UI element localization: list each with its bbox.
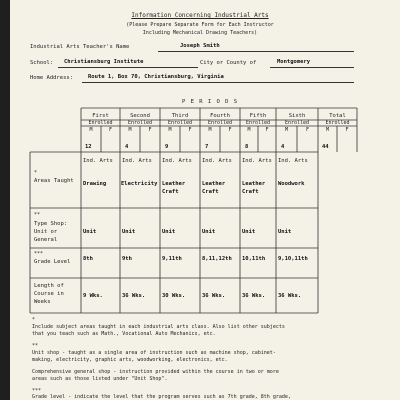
school-label: School: — [30, 60, 54, 66]
enrolled-label-fourth: Enrolled — [207, 120, 233, 126]
areas-cell-fourth-line2: Leather — [202, 181, 226, 187]
m-label-total: M — [325, 127, 329, 133]
length-cell-sixth: 36 Wks. — [278, 293, 302, 299]
length-cell-second: 36 Wks. — [122, 293, 146, 299]
areas-cell-first-line2: Drawing — [83, 181, 107, 187]
areas-row-label: Areas Taught — [34, 178, 74, 184]
school-value: Christiansburg Institute — [64, 59, 144, 65]
grade-cell-first: 8th — [83, 256, 93, 262]
areas-marker: * — [34, 170, 38, 176]
m-label-second: M — [128, 127, 132, 133]
type-shop-marker: ** — [34, 212, 41, 218]
enrolled-label-fifth: Enrolled — [245, 120, 271, 126]
areas-cell-third-line1: Ind. Arts — [162, 158, 192, 164]
areas-cell-fifth-line1: Ind. Arts — [242, 158, 272, 164]
m-label-first: M — [89, 127, 93, 133]
enrolled-label-third: Enrolled — [167, 120, 193, 126]
footnote-2-marker: ** — [32, 343, 39, 349]
grade-cell-sixth: 9,10,11th — [278, 256, 308, 262]
county-value: Montgomery — [277, 59, 311, 65]
m-label-sixth: M — [284, 127, 288, 133]
length-cell-third: 30 Wks. — [162, 293, 186, 299]
footnote-3-line-1: Comprehensive general shop - instruction provided within the course in two or more — [32, 369, 279, 375]
f-label-fourth: F — [228, 127, 232, 133]
areas-cell-sixth-line2: Woodwork — [278, 181, 305, 187]
address-label: Home Address: — [30, 75, 74, 81]
address-value: Route 1, Box 70, Christiansburg, Virginia — [88, 74, 224, 80]
type-shop-row-label: Type Shop: Unit or General — [34, 221, 68, 243]
enrolled-label-second: Enrolled — [127, 120, 153, 126]
f-label-fifth: F — [265, 127, 269, 133]
period-first: First — [92, 113, 109, 119]
type-shop-cell-sixth: Unit — [278, 229, 292, 235]
areas-cell-third-line2: Leather — [162, 181, 186, 187]
length-cell-fourth: 36 Wks. — [202, 293, 226, 299]
type-shop-cell-second: Unit — [122, 229, 136, 235]
enrolled-count-sixth: 4 — [281, 144, 285, 150]
type-shop-cell-third: Unit — [162, 229, 176, 235]
length-cell-fifth: 36 Wks. — [242, 293, 266, 299]
footnote-1-line-2: that you teach such as Math., Vocational Auto Mechanics, etc. — [32, 331, 216, 337]
grade-cell-third: 9,11th — [162, 256, 182, 262]
type-shop-cell-first: Unit — [83, 229, 97, 235]
length-row-label: Length of Course in Weeks — [34, 283, 64, 305]
grade-cell-fifth: 10,11th — [242, 256, 266, 262]
areas-cell-fourth-line1: Ind. Arts — [202, 158, 232, 164]
enrolled-count-fourth: 7 — [205, 144, 209, 150]
enrolled-count-first: 12 — [85, 144, 92, 150]
grade-cell-fourth: 8,11,12th — [202, 256, 232, 262]
footnote-4-line-1: Grade level - indicate the level that the program serves such as 7th grade, 8th grade, — [32, 394, 291, 400]
m-label-third: M — [168, 127, 172, 133]
period-fourth: Fourth — [210, 113, 230, 119]
enrolled-count-fifth: 8 — [245, 144, 249, 150]
grade-row-label: Grade Level — [34, 259, 71, 265]
footnote-2-line-1: Unit shop - taught as a single area of instruction such as machine shop, cabinet- — [32, 350, 276, 356]
length-cell-first: 9 Wks. — [83, 293, 103, 299]
form-note-1: (Please Prepare Separate Form for Each Instructor — [126, 22, 274, 28]
periods-heading: P E R I O D S — [181, 99, 239, 105]
m-label-fourth: M — [208, 127, 212, 133]
footnote-4-marker: *** — [32, 388, 42, 394]
enrolled-count-second: 4 — [125, 144, 129, 150]
grade-cell-second: 9th — [122, 256, 132, 262]
f-label-first: F — [108, 127, 112, 133]
form-note-2: Including Mechanical Drawing Teachers) — [142, 30, 258, 36]
period-sixth: Sixth — [288, 113, 306, 119]
areas-cell-second-line2: Electricity — [121, 181, 158, 187]
footnote-1-marker: * — [32, 317, 36, 323]
period-second: Second — [130, 113, 150, 119]
footnote-1-line-1: Include subject areas taught in each industrial arts class. Also list other subjects — [32, 324, 285, 330]
period-third: Third — [171, 113, 189, 119]
areas-cell-sixth-line1: Ind. Arts — [278, 158, 308, 164]
areas-cell-third-line3: Craft — [162, 189, 179, 195]
areas-cell-fifth-line2: Leather — [242, 181, 266, 187]
enrolled-label-first: Enrolled — [88, 120, 113, 126]
f-label-third: F — [188, 127, 192, 133]
m-label-fifth: M — [247, 127, 251, 133]
enrolled-count-third: 9 — [165, 144, 169, 150]
period-fifth: Fifth — [249, 113, 267, 119]
grade-marker: *** — [34, 251, 44, 257]
areas-cell-fifth-line3: Craft — [242, 189, 259, 195]
type-shop-cell-fourth: Unit — [202, 229, 216, 235]
enrolled-label-sixth: Enrolled — [284, 120, 310, 126]
areas-cell-second-line1: Ind. Arts — [122, 158, 152, 164]
type-shop-cell-fifth: Unit — [242, 229, 256, 235]
areas-cell-first-line1: Ind. Arts — [83, 158, 113, 164]
county-label: City or County of — [200, 60, 257, 66]
areas-cell-fourth-line3: Craft — [202, 189, 219, 195]
f-label-sixth: F — [305, 127, 309, 133]
f-label-second: F — [148, 127, 152, 133]
footnote-2-line-2: making, electricity, graphic arts, woodworking, electronics, etc. — [32, 357, 228, 363]
enrolled-label-total: Enrolled — [325, 120, 350, 126]
enrolled-count-total: 44 — [322, 144, 329, 150]
form-title: Information Concerning Industrial Arts — [131, 12, 269, 19]
footnote-3-line-2: areas such as those listed under "Unit Shop". — [32, 376, 168, 382]
f-label-total: F — [345, 127, 349, 133]
period-total: Total — [329, 113, 346, 119]
teacher-name-value: Joseph Smith — [180, 43, 220, 49]
teacher-name-label: Industrial Arts Teacher's Name — [30, 44, 130, 50]
